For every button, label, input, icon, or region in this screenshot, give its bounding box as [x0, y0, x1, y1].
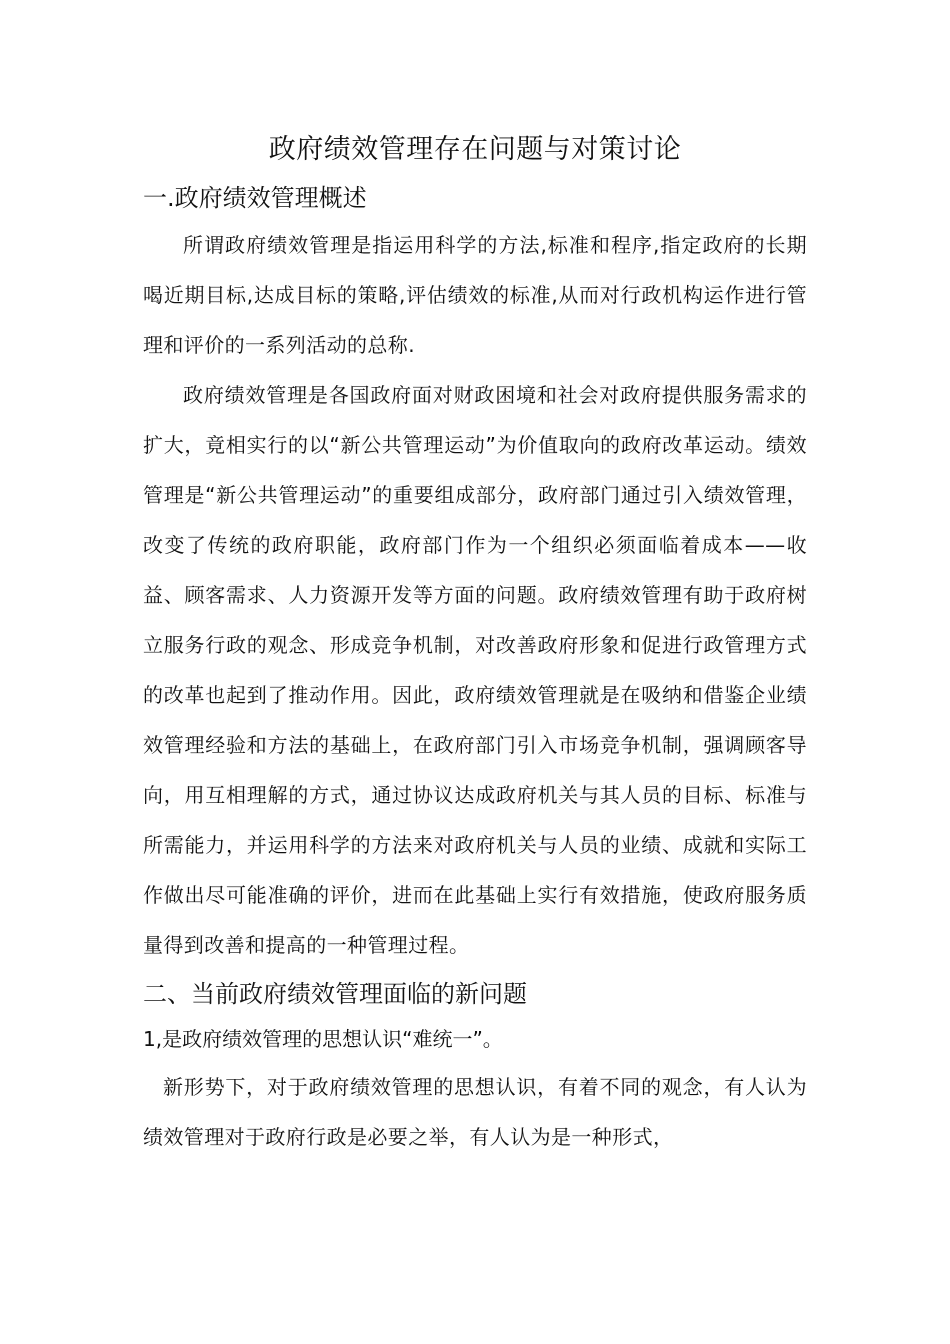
- paragraph-definition: 所谓政府绩效管理是指运用科学的方法,标准和程序,指定政府的长期喝近期目标,达成目标的策略,评估绩效的标准,从而对行政机构运作进行管理和评价的一系列活动的总称.: [143, 233, 807, 357]
- section-heading-problems: 二、当前政府绩效管理面临的新问题: [143, 980, 527, 1008]
- subheading-problem-1: 1,是政府绩效管理的思想认识“难统一”。: [143, 1027, 503, 1051]
- paragraph-background: 政府绩效管理是各国政府面对财政困境和社会对政府提供服务需求的扩大，竟相实行的以“新公共管理运动”为价值取向的政府改革运动。绩效管理是“新公共管理运动”的重要组成部分，政府部门通过引入绩效管理，改变了传统的政府职能，政府部门作为一个组织必须面临着成本——收益、顾客需求、人力资源开发等方面的问题。政府绩效管理有助于政府树立服务行政的观念、形成竞争机制，对改善政府形象和促进行政管理方式的改革也起到了推动作用。因此，政府绩效管理就是在吸纳和借鉴企业绩效管理经验和方法的基础上，在政府部门引入市场竞争机制，强调顾客导向，用互相理解的方式，通过协议达成政府机关与其人员的目标、标准与所需能力，并运用科学的方法来对政府机关与人员的业绩、成就和实际工作做出尽可能准确的评价，进而在此基础上实行有效措施，使政府服务质量得到改善和提高的一种管理过程。: [143, 383, 807, 957]
- paragraph-problem-1: 新形势下，对于政府绩效管理的思想认识，有着不同的观念，有人认为绩效管理对于政府行政是必要之举，有人认为是一种形式，: [143, 1075, 807, 1149]
- document-title: 政府绩效管理存在问题与对策讨论: [268, 134, 682, 165]
- section-heading-overview: 一.政府绩效管理概述: [143, 184, 367, 212]
- document-content: [143, 128, 807, 1162]
